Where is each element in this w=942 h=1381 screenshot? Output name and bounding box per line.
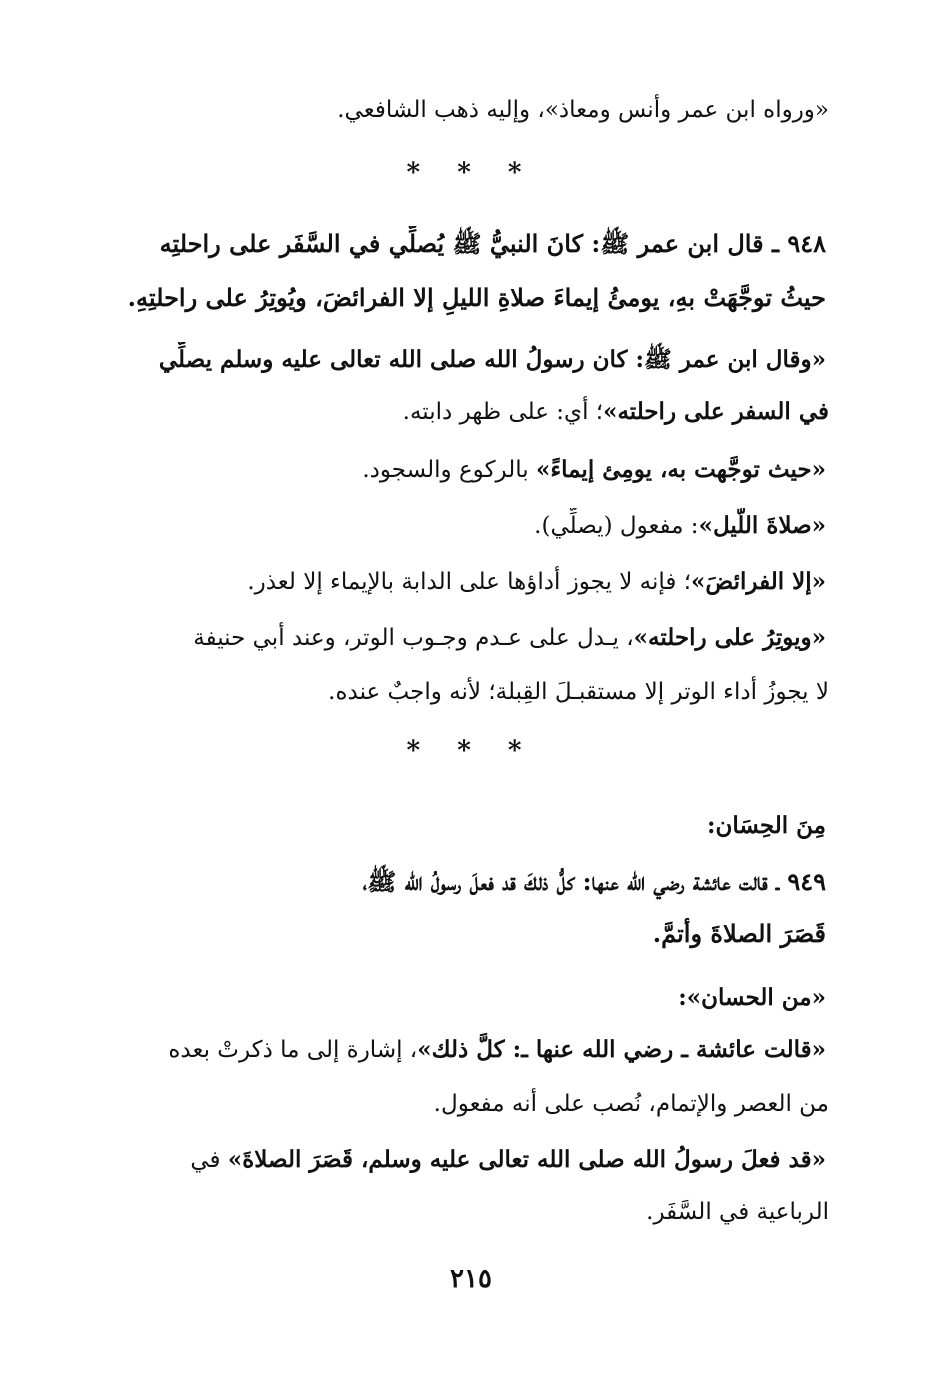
explanation-text: في [190, 1147, 228, 1173]
explanation-text: : مفعول (يصلِّي). [534, 513, 699, 539]
commentary-line [110, 1032, 826, 1068]
commentary-line [403, 394, 829, 430]
commentary-line [328, 674, 829, 710]
hadith-948-line-1 [110, 226, 826, 262]
commentary-line [362, 452, 826, 488]
quoted-text: «من الحسان»: [678, 984, 826, 1011]
commentary-line [534, 508, 826, 544]
section-heading [707, 808, 826, 844]
page-number: ٢١٥ [450, 1264, 492, 1294]
quoted-text: «قالت عائشة ـ رضي الله عنها ـ: كلَّ ذلك» [417, 1036, 826, 1063]
commentary-line [110, 1142, 826, 1178]
quoted-text: في السفر على راحلته» [603, 398, 829, 425]
quoted-text: «قد فعلَ رسولُ الله صلى الله تعالى عليه وسلم، قَصَرَ الصلاةَ» [227, 1146, 826, 1173]
line-text: من العصر والإتمام، نُصب على أنه مفعول. [433, 1091, 829, 1117]
commentary-line [646, 1194, 829, 1230]
hadith-949-line-2 [653, 916, 826, 952]
explanation-text: ، إشارة إلى ما ذكرتْ بعده [168, 1037, 418, 1063]
explanation-text: ؛ فإنه لا يجوز أداؤها على الدابة بالإيماء إلا لعذر. [247, 569, 692, 595]
line-text: «ورواه ابن عمر وأنس ومعاذ»، وإليه ذهب الشافعي. [337, 97, 829, 123]
line-text: حيثُ توجَّهَتْ بهِ، يومئُ إيماءَ صلاةِ الليلِ إلا الفرائضَ، ويُوتِرُ على راحلتِهِ. [127, 283, 826, 312]
line-text: ٩٤٨ ـ قال ابن عمر ﷺ: كانَ النبيُّ ﷺ يُصلِّي في السَّفَر على راحلتِه [159, 229, 826, 258]
commentary-line [434, 1086, 829, 1122]
line-text: لا يجوزُ أداء الوتر إلا مستقبـلَ القِبلة؛ لأنه واجبٌ عنده. [328, 679, 829, 705]
hadith-948-line-2 [128, 280, 826, 316]
explanation-text: ، يـدل على عـدم وجـوب الوتر، وعند أبي حنيفة [193, 625, 634, 651]
quoted-text: «حيث توجَّهت به، يومِئ إيماءً» [535, 456, 826, 483]
heading-text: مِنَ الحِسَان: [707, 812, 826, 839]
explanation-text: ؛ أي: على ظهر دابته. [402, 399, 604, 425]
quoted-text: «وقال ابن عمر ﷺ: كان رسولُ الله صلى الله تعالى عليه وسلم يصلِّي [158, 346, 826, 373]
commentary-line [110, 342, 826, 378]
quoted-text: «ويوتِرُ على راحلته» [633, 624, 826, 651]
commentary-heading [678, 980, 826, 1016]
commentary-line [247, 564, 826, 600]
section-separator: * * * [406, 158, 536, 188]
text-line [337, 92, 829, 128]
section-separator: * * * [406, 736, 536, 766]
explanation-text: بالركوع والسجود. [362, 457, 536, 483]
hadith-949-line-1 [110, 864, 826, 900]
line-text: ٩٤٩ ـ قالت عائشة رضي الله عنها: كلُّ ذلكَ قد فعلَ رسولُ الله ﷺ، [362, 867, 826, 896]
line-text: قَصَرَ الصلاةَ وأتمَّ. [652, 919, 826, 948]
line-text: الرباعية في السَّفَر. [646, 1199, 829, 1225]
commentary-line [110, 620, 826, 656]
quoted-text: «إلا الفرائضَ» [691, 568, 826, 595]
quoted-text: «صلاةَ اللَّيل» [698, 512, 826, 539]
